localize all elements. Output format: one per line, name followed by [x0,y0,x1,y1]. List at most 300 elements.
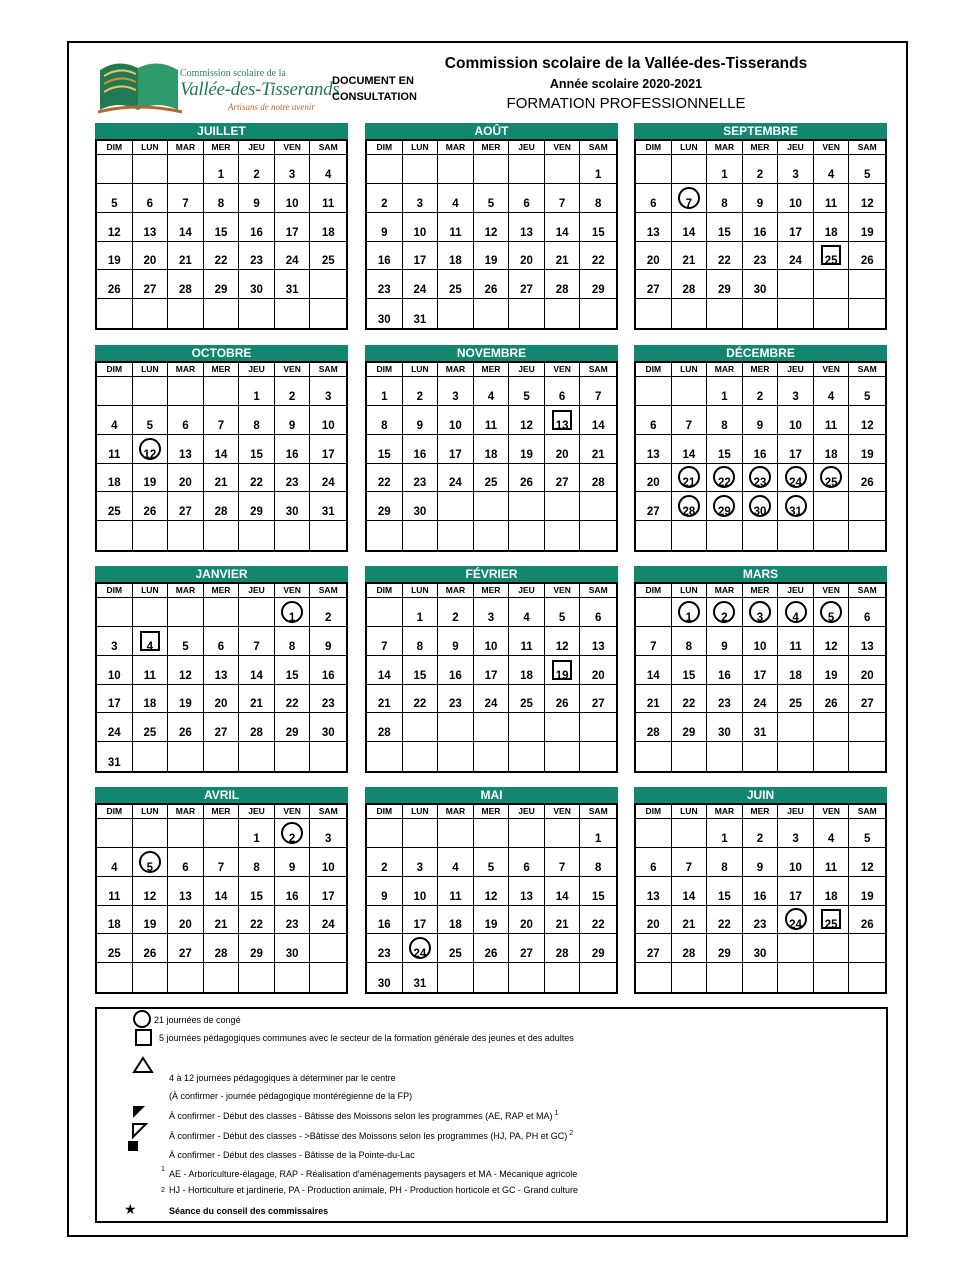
day-number: 19 [107,255,121,268]
day-number: 12 [179,669,192,682]
day-number: 13 [179,890,192,903]
day-number: 23 [321,698,335,711]
day-number: 7 [685,197,693,210]
month-title: NOVEMBRE [365,345,618,361]
empty-day-cell [814,492,850,521]
day-number: 23 [753,255,767,268]
day-cell [814,184,850,213]
day-cell [814,877,850,906]
day-cell [204,155,240,184]
day-cell [403,656,439,685]
day-cell [509,406,545,435]
weekday-header: JEU [778,363,814,377]
weekday-header: LUN [403,805,439,819]
legend-conge: 21 journées de congé [154,1015,241,1025]
day-cell [849,155,885,184]
day-number: 29 [682,727,696,740]
day-cell [580,213,616,242]
day-cell [580,656,616,685]
day-number: 31 [285,284,299,297]
day-number: 16 [718,669,731,682]
day-cell [367,184,403,213]
day-number: 3 [325,390,332,403]
weekday-header: DIM [636,141,672,155]
day-cell [743,464,779,493]
day-number: 10 [789,861,802,874]
empty-day-cell [545,819,581,848]
day-cell [707,934,743,963]
day-number: 11 [143,669,156,682]
empty-day-cell [545,521,581,550]
day-number: 1 [595,832,602,845]
day-cell [636,270,672,299]
day-number: 8 [381,419,388,432]
outline-flag-symbol [132,1123,148,1139]
day-cell [168,242,204,271]
weekday-header: MER [474,141,510,155]
day-cell [367,934,403,963]
weekday-header: SAM [310,584,346,598]
weekday-header: SAM [580,805,616,819]
day-number: 12 [107,226,121,239]
empty-day-cell [707,963,743,992]
day-number: 11 [108,448,121,461]
day-cell [310,213,346,242]
document-status-line-1: DOCUMENT EN [332,75,414,87]
day-number: 7 [595,390,602,403]
day-number: 7 [685,861,693,874]
day-number: 28 [377,727,391,740]
day-cell [239,377,275,406]
day-cell [239,270,275,299]
day-cell [636,848,672,877]
empty-day-cell [636,598,672,627]
day-number: 28 [555,284,569,297]
filled-flag-symbol [132,1105,146,1119]
day-number: 26 [143,948,157,961]
day-cell [636,435,672,464]
day-number: 30 [718,727,731,740]
day-number: 6 [650,419,657,432]
day-number: 8 [253,419,260,432]
day-number: 5 [558,611,566,624]
day-cell [778,464,814,493]
day-number: 13 [860,640,874,653]
day-number: 6 [864,611,871,624]
empty-day-cell [474,819,510,848]
day-cell [707,435,743,464]
day-cell [814,848,850,877]
day-cell [672,464,708,493]
day-number: 19 [520,448,533,461]
day-number: 8 [253,861,260,874]
day-number: 15 [718,448,731,461]
day-cell [239,656,275,685]
empty-day-cell [636,819,672,848]
empty-day-cell [367,819,403,848]
day-cell [636,492,672,521]
day-cell [367,963,403,992]
day-cell [168,435,204,464]
empty-day-cell [814,742,850,771]
month-grid [95,803,348,994]
day-cell [545,213,581,242]
weekday-header: DIM [367,584,403,598]
day-number: 30 [753,948,767,961]
weekday-header: MAR [707,805,743,819]
day-number: 30 [321,727,335,740]
empty-day-cell [849,963,885,992]
weekday-header: LUN [672,805,708,819]
day-number: 18 [484,448,498,461]
day-cell [204,492,240,521]
day-cell [97,713,133,742]
day-cell [438,464,474,493]
day-number: 24 [413,284,427,297]
empty-day-cell [97,299,133,328]
day-number: 8 [416,640,424,653]
day-cell [672,598,708,627]
day-number: 27 [143,284,157,297]
day-cell [438,377,474,406]
day-number: 26 [860,919,874,932]
day-number: 5 [487,861,495,874]
day-number: 25 [321,255,335,268]
day-number: 9 [288,861,296,874]
note-2: HJ - Horticulture et jardinerie, PA - Production animale, PH - Production horticole et GC - Grand culture [169,1185,579,1195]
day-number: 13 [179,448,192,461]
month-grid [634,803,887,994]
day-cell [367,213,403,242]
day-number: 16 [250,226,263,239]
empty-day-cell [310,270,346,299]
day-cell [545,934,581,963]
day-number: 9 [381,890,388,903]
day-cell [310,377,346,406]
empty-day-cell [239,521,275,550]
day-number: 12 [860,861,874,874]
empty-day-cell [275,299,311,328]
day-cell [97,934,133,963]
day-cell [545,906,581,935]
day-number: 29 [214,284,228,297]
day-cell [367,713,403,742]
empty-day-cell [580,713,616,742]
day-cell [367,627,403,656]
day-cell [239,934,275,963]
empty-day-cell [97,819,133,848]
day-number: 27 [646,284,660,297]
day-cell [545,598,581,627]
weekday-header: LUN [403,141,439,155]
day-cell [778,377,814,406]
day-number: 25 [107,948,121,961]
day-number: 14 [555,226,569,239]
day-number: 19 [860,448,874,461]
legend-pedago-centre: 4 à 12 journées pédagogiques à déterminer par le centre [169,1073,396,1083]
day-cell [97,242,133,271]
day-number: 14 [377,669,391,682]
day-number: 24 [107,727,121,740]
day-cell [367,685,403,714]
weekday-header: JEU [778,805,814,819]
empty-day-cell [403,713,439,742]
empty-day-cell [580,492,616,521]
day-number: 25 [107,506,121,519]
month-calendar [634,566,887,773]
day-cell [580,848,616,877]
day-number: 11 [322,197,335,210]
empty-day-cell [474,963,510,992]
empty-day-cell [310,299,346,328]
day-cell [580,184,616,213]
day-number: 14 [682,226,696,239]
day-cell [168,464,204,493]
weekday-header: DIM [97,141,133,155]
day-number: 23 [753,477,767,490]
day-number: 21 [250,698,263,711]
day-number: 10 [413,226,427,239]
empty-day-cell [168,299,204,328]
day-number: 9 [325,640,332,653]
day-number: 9 [253,197,260,210]
day-cell [778,685,814,714]
day-cell [275,435,311,464]
day-cell [168,270,204,299]
day-cell [509,848,545,877]
day-cell [672,713,708,742]
day-number: 23 [718,698,731,711]
month-grid [95,139,348,330]
day-cell [509,184,545,213]
month-title: AOÛT [365,123,618,139]
document-status-line-2: CONSULTATION [332,91,417,103]
empty-day-cell [814,963,850,992]
day-cell [403,299,439,328]
day-cell [636,627,672,656]
day-cell [509,934,545,963]
day-cell [367,877,403,906]
day-cell [275,155,311,184]
empty-day-cell [168,155,204,184]
weekday-header: MER [743,584,779,598]
day-number: 17 [484,669,498,682]
day-number: 19 [860,890,874,903]
day-cell [778,877,814,906]
day-number: 7 [685,419,693,432]
logo-org-small: Commission scolaire de la [180,68,286,79]
day-number: 29 [718,284,731,297]
day-number: 11 [108,890,121,903]
month-grid [634,361,887,552]
weekday-header: MER [743,805,779,819]
weekday-header: SAM [849,805,885,819]
day-number: 1 [721,168,728,181]
day-number: 22 [250,919,263,932]
day-number: 16 [413,448,427,461]
day-number: 11 [449,890,462,903]
day-cell [743,155,779,184]
day-cell [707,492,743,521]
day-cell [438,406,474,435]
empty-day-cell [133,819,169,848]
day-cell [474,877,510,906]
day-number: 3 [792,168,799,181]
day-cell [168,713,204,742]
day-cell [545,464,581,493]
day-cell [310,492,346,521]
day-cell [545,435,581,464]
day-number: 20 [591,669,605,682]
empty-day-cell [275,963,311,992]
empty-day-cell [778,742,814,771]
school-year: Année scolaire 2020-2021 [549,77,703,91]
day-number: 27 [555,477,569,490]
weekday-header: JEU [239,141,275,155]
day-number: 3 [288,168,296,181]
day-cell [672,906,708,935]
day-number: 15 [250,890,263,903]
day-cell [438,877,474,906]
day-number: 28 [682,506,696,519]
day-cell [168,627,204,656]
day-number: 10 [789,419,802,432]
day-cell [545,406,581,435]
day-number: 22 [250,477,263,490]
day-number: 12 [484,226,498,239]
day-number: 2 [288,390,296,403]
day-cell [403,877,439,906]
month-calendar [634,345,887,552]
day-cell [778,848,814,877]
empty-day-cell [239,299,275,328]
day-number: 11 [825,197,838,210]
day-cell [310,435,346,464]
day-cell [849,598,885,627]
day-number: 30 [413,506,427,519]
weekday-header: SAM [849,363,885,377]
empty-day-cell [204,598,240,627]
weekday-header: VEN [545,584,581,598]
triangle-symbol [132,1056,154,1074]
empty-day-cell [672,742,708,771]
day-cell [239,713,275,742]
day-cell [636,184,672,213]
empty-day-cell [545,963,581,992]
empty-day-cell [403,819,439,848]
empty-day-cell [403,155,439,184]
day-cell [403,184,439,213]
day-cell [672,435,708,464]
day-number: 9 [452,640,459,653]
day-number: 11 [520,640,533,653]
day-cell [636,464,672,493]
day-cell [743,848,779,877]
weekday-header: DIM [97,363,133,377]
empty-day-cell [97,155,133,184]
empty-day-cell [367,742,403,771]
day-number: 25 [824,477,838,490]
day-number: 24 [285,255,299,268]
day-number: 8 [721,419,728,432]
filled-square-symbol [128,1141,138,1151]
day-number: 23 [285,919,299,932]
empty-day-cell [474,155,510,184]
day-cell [438,270,474,299]
weekday-header: DIM [367,363,403,377]
day-number: 16 [377,919,391,932]
weekday-header: MAR [438,805,474,819]
day-number: 22 [285,698,299,711]
day-cell [97,270,133,299]
weekday-header: VEN [545,141,581,155]
star-icon: ★ [124,1201,137,1217]
day-cell [168,906,204,935]
day-number: 23 [377,284,391,297]
day-number: 20 [520,255,533,268]
day-cell [310,685,346,714]
day-cell [778,598,814,627]
day-cell [743,934,779,963]
day-cell [239,213,275,242]
weekday-header: SAM [580,141,616,155]
day-cell [707,685,743,714]
day-number: 1 [595,168,602,181]
day-number: 7 [381,640,388,653]
day-cell [403,685,439,714]
day-cell [275,184,311,213]
day-cell [545,685,581,714]
day-cell [636,213,672,242]
weekday-header: MAR [168,363,204,377]
legend-pedago-communes: 5 journées pédagogiques communes avec le secteur de la formation générale des jeunes et des adultes [159,1033,574,1043]
day-number: 14 [250,669,263,682]
day-number: 14 [179,226,192,239]
month-title: JUILLET [95,123,348,139]
legend-debut-moissons-2 [169,1130,573,1141]
day-cell [849,464,885,493]
day-number: 6 [650,197,657,210]
day-number: 4 [146,640,154,653]
day-number: 5 [864,832,871,845]
day-cell [707,848,743,877]
day-cell [204,685,240,714]
day-cell [239,877,275,906]
day-number: 11 [789,640,802,653]
document-status [332,73,417,105]
day-number: 30 [250,284,263,297]
day-cell [168,184,204,213]
day-number: 2 [416,390,424,403]
day-cell [636,242,672,271]
day-number: 11 [825,419,838,432]
day-cell [707,242,743,271]
weekday-header: VEN [814,805,850,819]
empty-day-cell [438,155,474,184]
day-number: 9 [288,419,296,432]
day-number: 27 [214,727,228,740]
day-number: 26 [824,698,838,711]
day-cell [133,877,169,906]
empty-day-cell [636,963,672,992]
empty-day-cell [403,742,439,771]
empty-day-cell [438,492,474,521]
empty-day-cell [672,819,708,848]
day-cell [474,406,510,435]
day-number: 22 [214,255,228,268]
empty-day-cell [545,492,581,521]
empty-day-cell [133,377,169,406]
